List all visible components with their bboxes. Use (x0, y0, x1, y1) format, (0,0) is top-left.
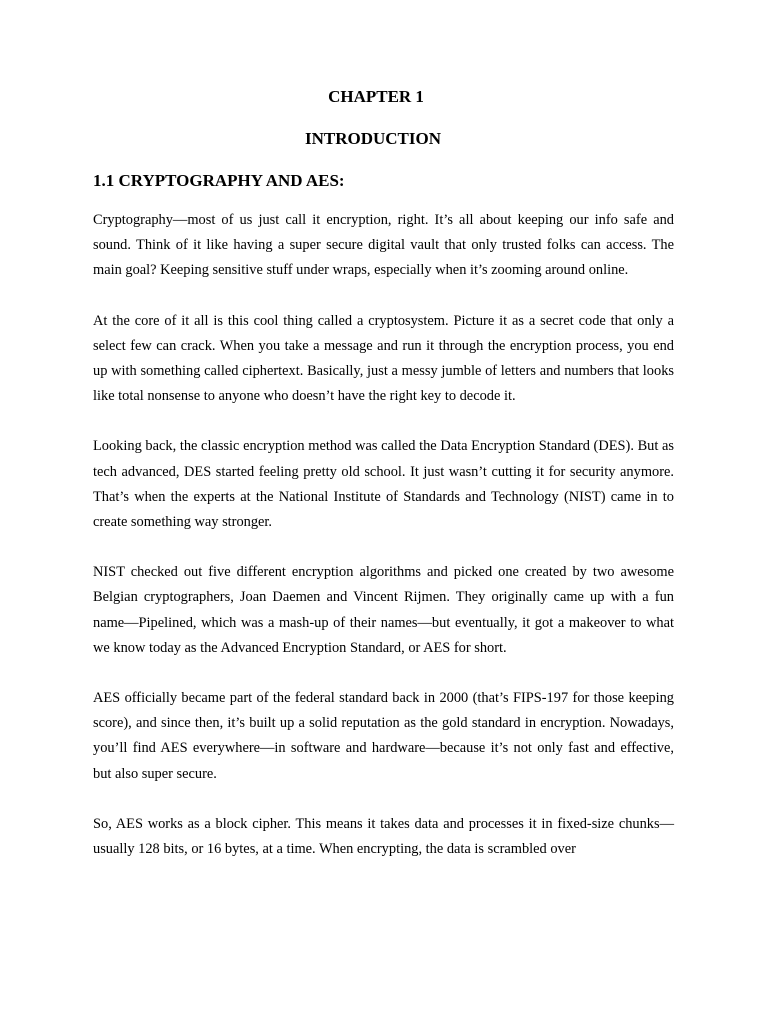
paragraph: Cryptography—most of us just call it encryption, right. It’s all about keeping our info safe and sound. Think of it like having a super secure digital vault that only trusted folks can access. The main goal? Keeping sensitive stuff under wraps, especially when it’s zooming around online. (93, 212, 674, 279)
paragraph: AES officially became part of the federal standard back in 2000 (that’s FIPS-197 for those keeping score), and since then, it’s built up a solid reputation as the gold standard in encryption. Nowadays, you’ll find AES everywhere—in software and hardware—because it’s not only fast and effective, but also super secure. (93, 690, 674, 782)
section-heading: 1.1 CRYPTOGRAPHY AND AES: (93, 171, 345, 190)
body-text (93, 208, 674, 887)
paragraph: At the core of it all is this cool thing called a cryptosystem. Picture it as a secret code that only a select few can crack. When you take a message and run it through the encryption process, you end up with something called ciphertext. Basically, just a messy jumble of letters and numbers that looks like total nonsense to anyone who doesn’t have the right key to decode it. (93, 312, 674, 405)
chapter-title: INTRODUCTION (304, 129, 442, 148)
paragraph: NIST checked out five different encryption algorithms and picked one created by two awesome Belgian cryptographers, Joan Daemen and Vincent Rijmen. They originally came up with a fun name—Pipelined, which was a mash-up of their names—but eventually, it got a makeover to what we know today as the Advanced Encryption Standard, or AES for short. (93, 564, 674, 656)
chapter-number: CHAPTER 1 (328, 87, 424, 106)
paragraph: Looking back, the classic encryption method was called the Data Encryption Standard (DES). But as tech advanced, DES started feeling pretty old school. It just wasn’t cutting it for security anymore. That’s when the experts at the National Institute of Standards and Technology (NIST) came in to create something way stronger. (93, 438, 674, 531)
paragraph: So, AES works as a block cipher. This means it takes data and processes it in fixed-size chunks—usually 128 bits, or 16 bytes, at a time. When encrypting, the data is scrambled over (93, 815, 674, 858)
